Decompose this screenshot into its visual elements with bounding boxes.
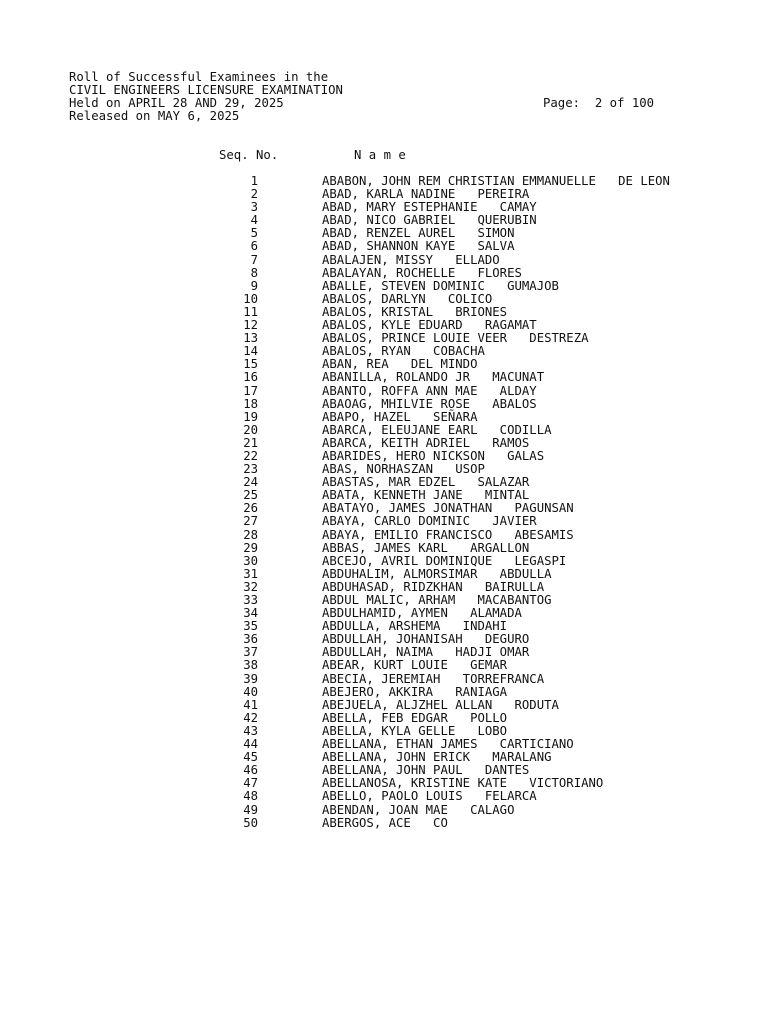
- seq-number: 15: [243, 357, 258, 372]
- table-row: [0, 804, 768, 817]
- table-row: [0, 542, 768, 555]
- seq-number: 6: [250, 239, 258, 254]
- table-row: [0, 293, 768, 306]
- seq-number: 25: [243, 488, 258, 503]
- examinee-name: ABENDAN, JOAN MAE CALAGO: [322, 802, 515, 817]
- exam-name: CIVIL ENGINEERS LICENSURE EXAMINATION: [69, 83, 343, 97]
- examinee-name: ABAN, REA DEL MINDO: [322, 357, 478, 372]
- examinee-name: ABELLO, PAOLO LOUIS FELARCA: [322, 789, 537, 804]
- seq-number: 12: [243, 318, 258, 333]
- examinee-name: ABANTO, ROFFA ANN MAE ALDAY: [322, 383, 537, 398]
- seq-column-header: Seq. No.: [219, 148, 279, 162]
- table-row: [0, 371, 768, 384]
- examinee-name: ABAOAG, MHILVIE ROSE ABALOS: [322, 396, 537, 411]
- seq-number: 1: [250, 174, 258, 188]
- seq-number: 18: [243, 396, 258, 411]
- table-row: [0, 699, 768, 712]
- examinee-name: ABALOS, RYAN COBACHA: [322, 344, 485, 359]
- exam-dates: Held on APRIL 28 AND 29, 2025: [69, 96, 284, 110]
- seq-number: 7: [250, 252, 258, 267]
- table-row: [0, 411, 768, 424]
- seq-number: 32: [243, 579, 258, 594]
- examinee-name: ABECIA, JEREMIAH TORREFRANCA: [322, 671, 545, 686]
- examinee-name: ABELLA, FEB EDGAR POLLO: [322, 710, 508, 725]
- table-row: [0, 686, 768, 699]
- table-row: [0, 568, 768, 581]
- seq-number: 49: [243, 802, 258, 817]
- seq-number: 26: [243, 501, 258, 516]
- seq-number: 42: [243, 710, 258, 725]
- examinee-name: ABEJUELA, ALJZHEL ALLAN RODUTA: [322, 697, 559, 712]
- seq-number: 33: [243, 593, 258, 607]
- examinee-name: ABANILLA, ROLANDO JR MACUNAT: [322, 370, 545, 385]
- examinee-name: ABAPO, HAZEL SEÑARA: [322, 409, 478, 424]
- seq-number: 9: [250, 278, 258, 293]
- examinee-name: ABDULHAMID, AYMEN ALAMADA: [322, 606, 522, 621]
- examinee-name: ABELLANOSA, KRISTINE KATE VICTORIANO: [322, 776, 604, 791]
- examinee-name: ABALAYAN, ROCHELLE FLORES: [322, 265, 522, 280]
- examinee-name: ABDULLA, ARSHEMA INDAHI: [322, 619, 508, 634]
- examinee-name: ABATA, KENNETH JANE MINTAL: [322, 488, 530, 503]
- examinee-name: ABASTAS, MAR EDZEL SALAZAR: [322, 475, 530, 490]
- examinee-name: ABALOS, KRISTAL BRIONES: [322, 304, 508, 319]
- seq-number: 23: [243, 462, 258, 477]
- examinee-name: ABDUL MALIC, ARHAM MACABANTOG: [322, 593, 552, 607]
- examinee-name: ABAYA, EMILIO FRANCISCO ABESAMIS: [322, 527, 574, 542]
- seq-number: 4: [250, 213, 258, 228]
- table-row: [0, 515, 768, 528]
- seq-number: 45: [243, 750, 258, 765]
- seq-number: 19: [243, 409, 258, 424]
- examinee-name: ABELLANA, JOHN PAUL DANTES: [322, 763, 530, 778]
- examinee-name: ABDULLAH, NAIMA HADJI OMAR: [322, 645, 530, 660]
- seq-number: 28: [243, 527, 258, 542]
- seq-number: 14: [243, 344, 258, 359]
- examinee-name: ABAD, RENZEL AUREL SIMON: [322, 226, 515, 241]
- table-row: [0, 659, 768, 672]
- examinee-name: ABBAS, JAMES KARL ARGALLON: [322, 540, 530, 555]
- page-indicator: Page: 2 of 100: [543, 96, 655, 110]
- seq-number: 22: [243, 448, 258, 463]
- examinee-name: ABDUHALIM, ALMORSIMAR ABDULLA: [322, 566, 552, 581]
- examinee-list: [0, 175, 768, 830]
- seq-number: 40: [243, 684, 258, 699]
- examinee-name: ABERGOS, ACE CO: [322, 815, 448, 830]
- release-date: Released on MAY 6, 2025: [69, 109, 240, 123]
- seq-number: 36: [243, 632, 258, 647]
- seq-number: 11: [243, 304, 258, 319]
- document-title: Roll of Successful Examinees in the: [69, 70, 329, 84]
- seq-number: 46: [243, 763, 258, 778]
- seq-number: 24: [243, 475, 258, 490]
- examinee-name: ABDULLAH, JOHANISAH DEGURO: [322, 632, 530, 647]
- seq-number: 10: [243, 291, 258, 306]
- seq-number: 34: [243, 606, 258, 621]
- examinee-name: ABELLA, KYLA GELLE LOBO: [322, 723, 508, 738]
- seq-number: 5: [250, 226, 258, 241]
- examinee-name: ABARCA, KEITH ADRIEL RAMOS: [322, 435, 530, 450]
- examinee-name: ABAD, MARY ESTEPHANIE CAMAY: [322, 200, 537, 215]
- examinee-name: ABAD, KARLA NADINE PEREIRA: [322, 187, 530, 202]
- table-row: [0, 385, 768, 398]
- examinee-name: ABCEJO, AVRIL DOMINIQUE LEGASPI: [322, 553, 567, 568]
- seq-number: 38: [243, 658, 258, 673]
- seq-number: 17: [243, 383, 258, 398]
- seq-number: 48: [243, 789, 258, 804]
- examinee-name: ABEAR, KURT LOUIE GEMAR: [322, 658, 508, 673]
- table-row: [0, 240, 768, 253]
- examinee-name: ABALOS, DARLYN COLICO: [322, 291, 493, 306]
- seq-number: 30: [243, 553, 258, 568]
- name-column-header: N a m e: [354, 148, 406, 162]
- examinee-name: ABAD, NICO GABRIEL QUERUBIN: [322, 213, 537, 228]
- table-row: [0, 555, 768, 568]
- seq-number: 20: [243, 422, 258, 437]
- seq-number: 37: [243, 645, 258, 660]
- seq-number: 8: [250, 265, 258, 280]
- table-row: [0, 254, 768, 267]
- examinee-name: ABALLE, STEVEN DOMINIC GUMAJOB: [322, 278, 559, 293]
- table-row: [0, 673, 768, 686]
- seq-number: 2: [250, 187, 258, 202]
- examinee-name: ABARCA, ELEUJANE EARL CODILLA: [322, 422, 552, 437]
- examinee-name: ABATAYO, JAMES JONATHAN PAGUNSAN: [322, 501, 574, 516]
- table-row: [0, 267, 768, 280]
- seq-number: 21: [243, 435, 258, 450]
- table-row: [0, 712, 768, 725]
- table-row: [0, 424, 768, 437]
- seq-number: 41: [243, 697, 258, 712]
- examinee-name: ABALAJEN, MISSY ELLADO: [322, 252, 500, 267]
- seq-number: 39: [243, 671, 258, 686]
- examinee-name: ABAD, SHANNON KAYE SALVA: [322, 239, 515, 254]
- seq-number: 27: [243, 514, 258, 529]
- examinee-name: ABAYA, CARLO DOMINIC JAVIER: [322, 514, 537, 529]
- seq-number: 29: [243, 540, 258, 555]
- seq-number: 44: [243, 737, 258, 752]
- seq-number: 31: [243, 566, 258, 581]
- examinee-name: ABELLANA, ETHAN JAMES CARTICIANO: [322, 737, 574, 752]
- table-row: [0, 817, 768, 830]
- table-row: [0, 398, 768, 411]
- seq-number: 35: [243, 619, 258, 634]
- seq-number: 13: [243, 331, 258, 346]
- examinee-name: ABEJERO, AKKIRA RANIAGA: [322, 684, 508, 699]
- seq-number: 16: [243, 370, 258, 385]
- seq-number: 47: [243, 776, 258, 791]
- seq-number: 43: [243, 723, 258, 738]
- table-row: [0, 280, 768, 293]
- examinee-name: ABALOS, PRINCE LOUIE VEER DESTREZA: [322, 331, 589, 346]
- examinee-name: ABABON, JOHN REM CHRISTIAN EMMANUELLE DE LEON: [322, 174, 670, 188]
- examinee-name: ABAS, NORHASZAN USOP: [322, 462, 485, 477]
- examinee-name: ABELLANA, JOHN ERICK MARALANG: [322, 750, 552, 765]
- examinee-name: ABARIDES, HERO NICKSON GALAS: [322, 448, 545, 463]
- examinee-name: ABDUHASAD, RIDZKHAN BAIRULLA: [322, 579, 545, 594]
- seq-number: 3: [250, 200, 258, 215]
- table-row: [0, 790, 768, 803]
- table-row: [0, 529, 768, 542]
- examinee-name: ABALOS, KYLE EDUARD RAGAMAT: [322, 318, 537, 333]
- seq-number: 50: [243, 815, 258, 830]
- table-row: [0, 437, 768, 450]
